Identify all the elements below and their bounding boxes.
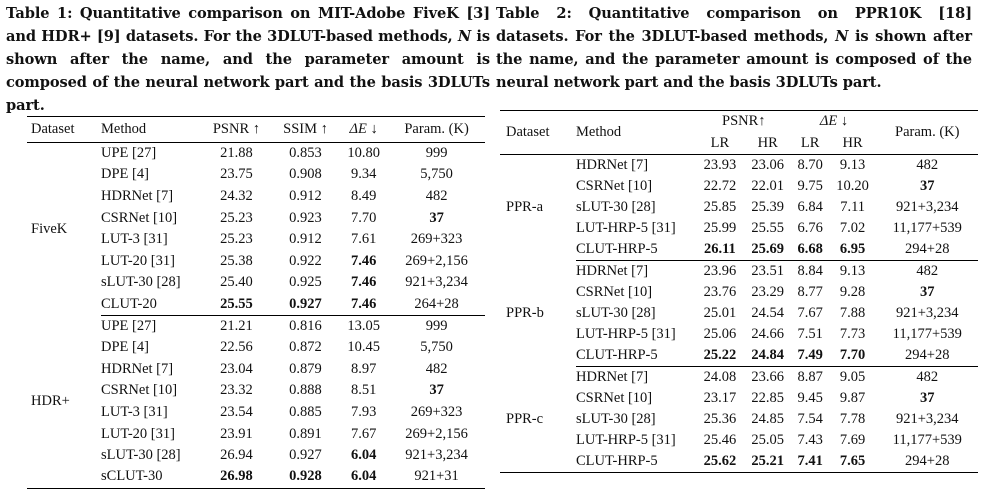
method-cell: HDRNet [7]: [576, 156, 649, 173]
param-cell: 37: [920, 283, 935, 300]
de-hr-cell: 7.69: [839, 432, 866, 449]
table1-group-fivek: [27, 143, 485, 316]
header-delta-e: ΔE ↓: [819, 113, 849, 130]
de-cell: 7.93: [350, 403, 377, 420]
de-cell: 6.04: [350, 447, 377, 464]
header-dataset: Dataset: [27, 117, 101, 143]
psnr-lr-cell: 25.22: [696, 345, 744, 366]
de-hr-cell: 10.20: [836, 177, 869, 194]
param-cell: 37: [920, 389, 935, 406]
method-cell: sLUT-30 [28]: [576, 198, 656, 215]
de-hr-cell: 7.11: [840, 198, 866, 215]
psnr-lr-cell: 25.06: [703, 326, 737, 343]
method-cell: CSRNet [10]: [101, 209, 178, 226]
table-row: [500, 155, 978, 176]
psnr-lr-cell: 25.01: [703, 304, 737, 321]
psnr-cell: 25.55: [201, 294, 272, 316]
de-hr-cell: 7.78: [839, 410, 866, 427]
param-cell: 269+2,156: [405, 425, 468, 442]
method-cell: CSRNet [10]: [576, 283, 653, 300]
de-cell: 8.49: [350, 187, 377, 204]
psnr-lr-cell: 25.85: [703, 198, 737, 215]
psnr-lr-cell: 22.72: [703, 177, 737, 194]
param-cell: 921+3,234: [405, 447, 468, 464]
psnr-lr-cell: 25.99: [703, 220, 737, 237]
psnr-hr-cell: 24.54: [751, 304, 784, 321]
de-cell: 9.34: [350, 166, 377, 183]
param-cell: 5,750: [420, 166, 453, 183]
psnr-lr-cell: 25.36: [703, 410, 737, 427]
de-lr-cell: 6.68: [792, 239, 829, 260]
de-cell: 10.80: [347, 145, 380, 162]
param-cell: 482: [916, 156, 939, 173]
method-cell: CSRNet [10]: [101, 382, 178, 399]
psnr-cell: 23.54: [220, 403, 253, 420]
table-row: [500, 260, 978, 281]
header-dataset: Dataset: [500, 111, 576, 155]
param-cell: 37: [920, 177, 935, 194]
de-hr-cell: 9.05: [839, 368, 866, 385]
psnr-hr-cell: 25.55: [751, 220, 784, 237]
param-cell: 482: [425, 187, 448, 204]
ssim-cell: 0.879: [289, 360, 322, 377]
header-psnr-hr: HR: [744, 133, 792, 155]
ssim-cell: 0.927: [272, 294, 339, 316]
psnr-cell: 25.23: [220, 209, 253, 226]
de-cell: 7.46: [350, 252, 377, 269]
de-lr-cell: 8.70: [797, 156, 823, 173]
ssim-cell: 0.853: [289, 145, 322, 162]
de-lr-cell: 6.84: [797, 198, 823, 215]
table-row: [500, 366, 978, 387]
de-cell: 7.46: [350, 274, 377, 291]
table1-group-hdr: [27, 315, 485, 488]
method-cell: sCLUT-30: [101, 468, 163, 485]
ssim-cell: 0.816: [289, 317, 322, 334]
psnr-hr-cell: 25.69: [744, 239, 792, 260]
param-cell: 999: [425, 317, 448, 334]
param-cell: 5,750: [420, 339, 453, 356]
psnr-hr-cell: 22.85: [751, 389, 784, 406]
param-cell: 269+2,156: [405, 252, 468, 269]
table-row: [27, 143, 485, 165]
psnr-cell: 25.40: [220, 274, 253, 291]
de-hr-cell: 7.70: [829, 345, 877, 366]
psnr-cell: 23.32: [220, 382, 253, 399]
method-cell: LUT-3 [31]: [101, 403, 168, 420]
psnr-cell: 23.75: [220, 166, 253, 183]
header-method: Method: [101, 117, 201, 143]
param-cell: 921+3,234: [895, 410, 959, 427]
method-cell: LUT-HRP-5 [31]: [576, 220, 676, 237]
psnr-hr-cell: 25.39: [751, 198, 784, 215]
param-cell: 294+28: [877, 345, 979, 366]
de-lr-cell: 8.84: [797, 262, 823, 279]
method-cell: CLUT-HRP-5: [576, 345, 696, 366]
param-cell: 294+28: [905, 452, 950, 469]
table2-caption: Table 2: Quantitative comparison on PPR10K [18] datasets. For the 3DLUT-based methods, N is shown after the name, and the parameter amount is composed of the neural network part and the basis 3DLUTs part.: [496, 5, 973, 91]
psnr-cell: 25.23: [220, 231, 253, 248]
param-cell: 921+3,234: [895, 198, 959, 215]
de-lr-cell: 8.87: [797, 368, 823, 385]
ssim-cell: 0.885: [289, 403, 322, 420]
table2: [500, 110, 978, 473]
de-lr-cell: 7.41: [797, 452, 823, 469]
method-cell: UPE [27]: [101, 317, 157, 334]
header-psnr-lr: LR: [696, 133, 744, 155]
param-cell: 37: [429, 209, 444, 226]
de-lr-cell: 7.43: [797, 432, 823, 449]
table2-group-ppr-a: [500, 155, 978, 261]
psnr-hr-cell: 25.05: [751, 432, 784, 449]
header-ssim: SSIM ↑: [272, 117, 339, 143]
table1: [27, 116, 485, 489]
method-cell: HDRNet [7]: [576, 262, 649, 279]
dataset-cell: PPR-c: [506, 410, 544, 427]
de-hr-cell: 7.73: [839, 326, 866, 343]
param-cell: 921+31: [414, 468, 459, 485]
de-lr-cell: 9.75: [797, 177, 823, 194]
psnr-cell: 25.38: [220, 252, 253, 269]
param-cell: 269+323: [410, 403, 463, 420]
method-cell: CSRNet [10]: [576, 177, 653, 194]
method-cell: sLUT-30 [28]: [576, 304, 656, 321]
method-cell: HDRNet [7]: [101, 360, 174, 377]
psnr-cell: 21.88: [220, 145, 253, 162]
ssim-cell: 0.928: [289, 468, 322, 485]
de-cell: 7.61: [350, 231, 377, 248]
de-cell: 7.70: [350, 209, 377, 226]
param-cell: 921+3,234: [405, 274, 468, 291]
table-row: [27, 315, 485, 337]
dataset-cell: HDR+: [31, 392, 70, 409]
ssim-cell: 0.925: [289, 274, 322, 291]
de-hr-cell: 7.65: [839, 452, 866, 469]
psnr-cell: 23.91: [220, 425, 253, 442]
method-cell: LUT-HRP-5 [31]: [576, 432, 676, 449]
de-lr-cell: 6.76: [797, 220, 823, 237]
de-hr-cell: 9.13: [839, 262, 866, 279]
de-lr-cell: 7.67: [797, 304, 823, 321]
header-de-lr: LR: [792, 133, 829, 155]
param-cell: 11,177+539: [892, 220, 962, 237]
de-cell: 7.67: [350, 425, 377, 442]
param-cell: 999: [425, 145, 448, 162]
psnr-cell: 21.21: [220, 317, 253, 334]
de-lr-cell: 7.51: [797, 326, 823, 343]
psnr-hr-cell: 24.85: [751, 410, 784, 427]
psnr-cell: 24.32: [220, 187, 253, 204]
param-cell: 921+3,234: [895, 304, 959, 321]
de-cell: 7.46: [339, 294, 388, 316]
header-param: Param. (K): [388, 117, 485, 143]
psnr-hr-cell: 24.66: [751, 326, 784, 343]
method-cell: DPE [4]: [101, 166, 149, 183]
ssim-cell: 0.908: [289, 166, 322, 183]
method-cell: LUT-HRP-5 [31]: [576, 326, 676, 343]
de-hr-cell: 9.28: [839, 283, 866, 300]
param-cell: 37: [429, 382, 444, 399]
de-cell: 8.97: [350, 360, 377, 377]
header-psnr: PSNR↑: [722, 113, 766, 130]
psnr-hr-cell: 23.06: [751, 156, 784, 173]
de-cell: 8.51: [350, 382, 377, 399]
psnr-hr-cell: 23.66: [751, 368, 784, 385]
de-lr-cell: 7.49: [792, 345, 829, 366]
de-hr-cell: 7.88: [839, 304, 866, 321]
method-cell: sLUT-30 [28]: [576, 410, 656, 427]
de-lr-cell: 7.54: [797, 410, 823, 427]
param-cell: 11,177+539: [892, 432, 962, 449]
ssim-cell: 0.923: [289, 209, 322, 226]
psnr-cell: 26.98: [220, 468, 253, 485]
method-cell: sLUT-30 [28]: [101, 447, 181, 464]
method-cell: HDRNet [7]: [576, 368, 649, 385]
dataset-cell: FiveK: [31, 220, 68, 237]
method-cell: CLUT-HRP-5: [576, 452, 658, 469]
psnr-lr-cell: 23.93: [703, 156, 737, 173]
ssim-cell: 0.912: [289, 187, 322, 204]
psnr-hr-cell: 24.84: [744, 345, 792, 366]
psnr-lr-cell: 26.11: [696, 239, 744, 260]
de-lr-cell: 9.45: [797, 389, 823, 406]
param-cell: 11,177+539: [892, 326, 962, 343]
header-method: Method: [576, 111, 696, 155]
de-lr-cell: 8.77: [797, 283, 823, 300]
psnr-hr-cell: 23.29: [751, 283, 784, 300]
psnr-hr-cell: 25.21: [751, 452, 784, 469]
method-cell: HDRNet [7]: [101, 187, 174, 204]
param-cell: 264+28: [388, 294, 485, 316]
psnr-cell: 22.56: [220, 339, 253, 356]
de-hr-cell: 7.02: [839, 220, 866, 237]
dataset-cell: PPR-b: [506, 304, 544, 321]
dataset-cell: PPR-a: [506, 199, 544, 216]
ssim-cell: 0.922: [289, 252, 322, 269]
psnr-cell: 26.94: [220, 447, 253, 464]
method-cell: LUT-3 [31]: [101, 231, 168, 248]
method-cell: LUT-20 [31]: [101, 252, 175, 269]
method-cell: sLUT-30 [28]: [101, 274, 181, 291]
ssim-cell: 0.891: [289, 425, 322, 442]
table1-header-row: [27, 117, 485, 143]
table2-header-row-1: [500, 111, 978, 133]
ssim-cell: 0.912: [289, 231, 322, 248]
method-cell: CLUT-HRP-5: [576, 239, 696, 260]
psnr-lr-cell: 23.17: [703, 389, 737, 406]
de-cell: 10.45: [347, 339, 380, 356]
psnr-lr-cell: 23.96: [703, 262, 737, 279]
param-cell: 482: [425, 360, 448, 377]
psnr-lr-cell: 25.46: [703, 432, 737, 449]
table1-caption: Table 1: Quantitative comparison on MIT-Adobe FiveK [3] and HDR+ [9] datasets. For the 3DLUT-based methods, N is shown after the name, and the parameter amount is composed of the neural network part and the basis 3DLUTs part.: [6, 5, 490, 114]
ssim-cell: 0.927: [289, 447, 322, 464]
psnr-hr-cell: 23.51: [751, 262, 784, 279]
param-cell: 482: [916, 262, 939, 279]
de-hr-cell: 6.95: [829, 239, 877, 260]
de-hr-cell: 9.87: [839, 389, 866, 406]
header-param: Param. (K): [877, 111, 979, 155]
table2-group-ppr-b: [500, 260, 978, 366]
header-de-hr: HR: [829, 133, 877, 155]
table2-group-ppr-c: [500, 366, 978, 472]
de-cell: 6.04: [350, 468, 377, 485]
psnr-lr-cell: 24.08: [703, 368, 737, 385]
header-delta-e: ΔE ↓: [339, 117, 388, 143]
method-cell: LUT-20 [31]: [101, 425, 175, 442]
method-cell: CLUT-20: [101, 294, 201, 316]
method-cell: CSRNet [10]: [576, 389, 653, 406]
method-cell: DPE [4]: [101, 339, 149, 356]
de-cell: 13.05: [347, 317, 380, 334]
header-psnr: PSNR ↑: [201, 117, 272, 143]
psnr-cell: 23.04: [220, 360, 253, 377]
ssim-cell: 0.872: [289, 339, 322, 356]
method-cell: UPE [27]: [101, 145, 157, 162]
psnr-lr-cell: 23.76: [703, 283, 737, 300]
param-cell: 482: [916, 368, 939, 385]
ssim-cell: 0.888: [289, 382, 322, 399]
de-hr-cell: 9.13: [839, 156, 866, 173]
psnr-lr-cell: 25.62: [703, 452, 737, 469]
psnr-hr-cell: 22.01: [751, 177, 784, 194]
param-cell: 269+323: [410, 231, 463, 248]
param-cell: 294+28: [877, 239, 979, 260]
